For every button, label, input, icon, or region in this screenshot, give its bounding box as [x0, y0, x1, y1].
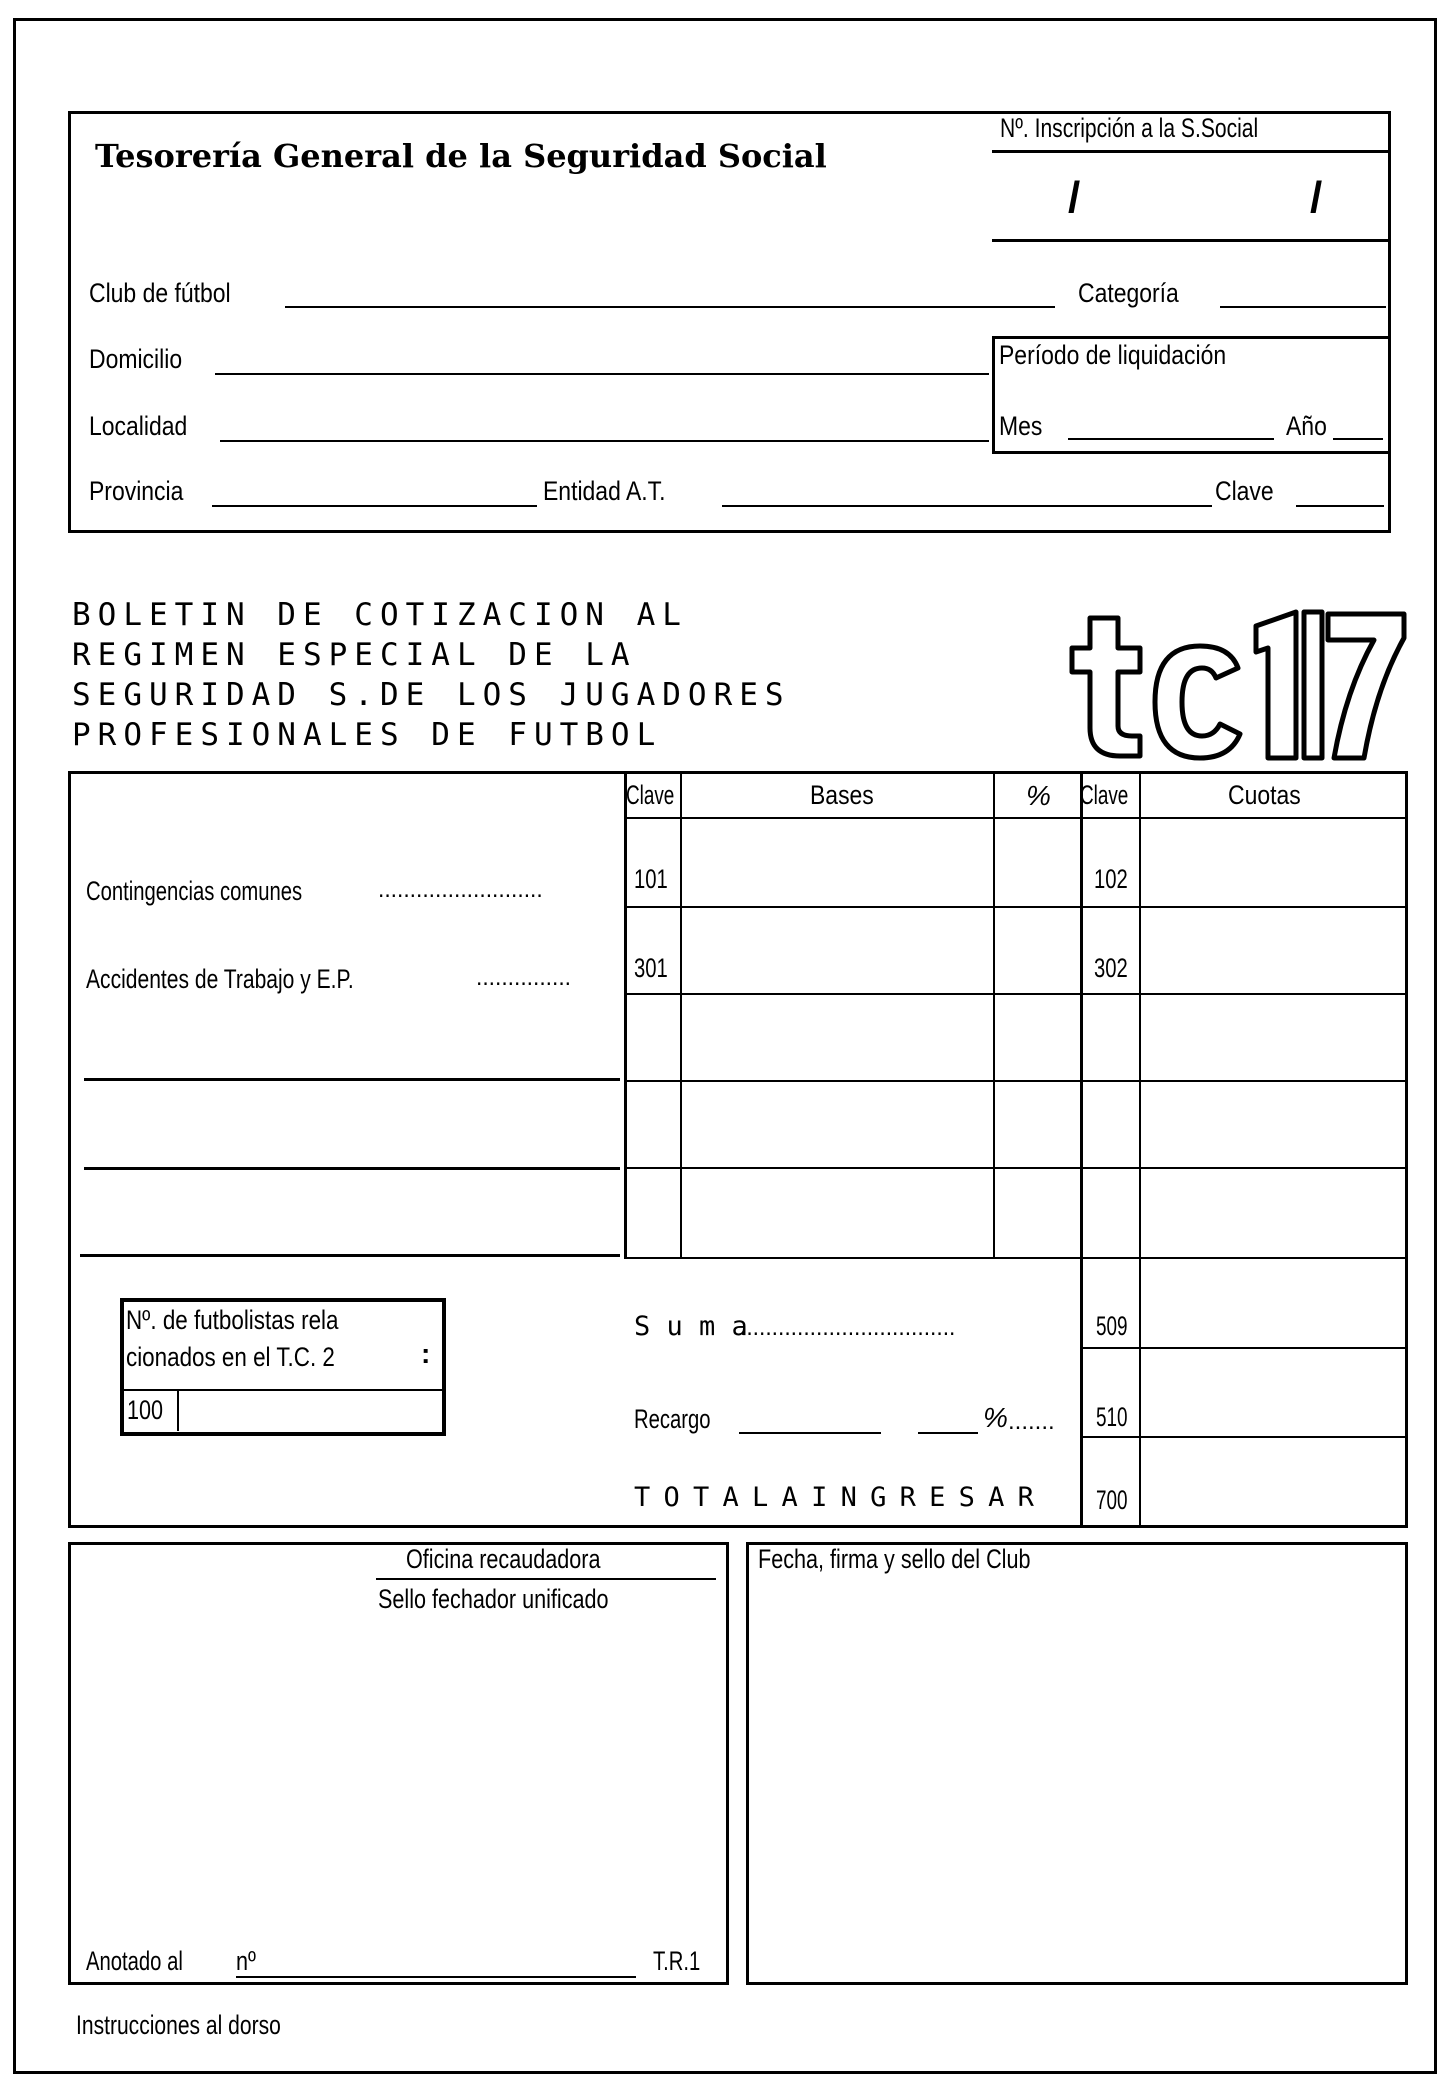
provincia-label: Provincia: [89, 476, 184, 506]
recargo-pct-field[interactable]: [918, 1432, 978, 1434]
futbolistas-label-1: Nº. de futbolistas rela: [126, 1305, 339, 1335]
suma-rule: [1080, 1347, 1408, 1349]
boletin-line-4: PROFESIONALES DE FUTBOL: [72, 717, 663, 753]
suma-leader-dots: ..................................: [740, 1314, 956, 1341]
entidad-label: Entidad A.T.: [543, 476, 666, 506]
col-pct-header: %: [1026, 780, 1051, 811]
recargo-pct-sign: %: [983, 1402, 1008, 1433]
periodo-label: Período de liquidación: [999, 340, 1227, 370]
categoria-field[interactable]: [1220, 306, 1386, 308]
col-divider-clave2: [1080, 771, 1083, 1528]
boletin-line-2: REGIMEN ESPECIAL DE LA: [72, 637, 637, 673]
tr-label: T.R.1: [653, 1946, 701, 1976]
row-leader-dots: ...............: [476, 964, 572, 991]
clave-label: Clave: [1215, 476, 1274, 506]
inscripcion-slash-2: /: [1310, 173, 1323, 222]
suma-code: 509: [1096, 1311, 1128, 1341]
blank-row-line[interactable]: [84, 1167, 620, 1170]
clave-field[interactable]: [1296, 505, 1384, 507]
col-cuotas-header: Cuotas: [1228, 780, 1301, 810]
row-code-cuotas: 302: [1094, 953, 1128, 983]
futbolistas-input[interactable]: [180, 1392, 438, 1430]
blank-row-line[interactable]: [84, 1078, 620, 1081]
boletin-line-1: BOLETIN DE COTIZACION AL: [72, 597, 688, 633]
futbolistas-rule: [124, 1389, 442, 1391]
col-bases-header: Bases: [810, 780, 874, 810]
inscripcion-slash-1: /: [1068, 173, 1081, 222]
mes-label: Mes: [999, 411, 1043, 441]
recargo-amount-field[interactable]: [739, 1432, 881, 1434]
tc17-logo: [1060, 608, 1410, 763]
localidad-field[interactable]: [220, 440, 989, 442]
row-code-cuotas: 102: [1094, 864, 1128, 894]
recargo-rule: [1080, 1436, 1408, 1438]
row-rule: [624, 1167, 1408, 1169]
instrucciones-text: Instrucciones al dorso: [76, 2010, 281, 2040]
fecha-firma-box: [746, 1542, 1408, 1985]
inscripcion-label: Nº. Inscripción a la S.Social: [1000, 113, 1259, 143]
col-divider-bases: [680, 771, 682, 1257]
recargo-label: Recargo: [634, 1404, 711, 1434]
categoria-label: Categoría: [1078, 278, 1179, 308]
col-clave1-header: Clave: [626, 780, 675, 810]
row-rule: [624, 1080, 1408, 1082]
recargo-leader-dots: .......: [1008, 1408, 1055, 1435]
blank-row-line[interactable]: [80, 1254, 620, 1257]
mes-field[interactable]: [1068, 438, 1274, 440]
anio-field[interactable]: [1333, 438, 1383, 440]
domicilio-field[interactable]: [215, 373, 989, 375]
localidad-label: Localidad: [89, 411, 188, 441]
recargo-code: 510: [1096, 1402, 1128, 1432]
domicilio-label: Domicilio: [89, 344, 183, 374]
row-label: Contingencias comunes: [86, 876, 303, 906]
anotado-label: Anotado al: [86, 1946, 183, 1976]
suma-label: S u m a: [634, 1311, 748, 1342]
fecha-label: Fecha, firma y sello del Club: [758, 1544, 1031, 1574]
sello-label: Sello fechador unificado: [378, 1584, 609, 1614]
boletin-line-3: SEGURIDAD S.DE LOS JUGADORES: [72, 677, 791, 713]
anotado-no: nº: [236, 1946, 256, 1976]
anotado-field[interactable]: [236, 1976, 636, 1978]
row-label: Accidentes de Trabajo y E.P.: [86, 964, 354, 994]
row-rule: [624, 993, 1408, 995]
club-label: Club de fútbol: [89, 278, 231, 308]
row-leader-dots: ..........................: [378, 876, 543, 903]
col-divider-cuotas: [1139, 771, 1141, 1528]
total-code: 700: [1096, 1485, 1128, 1515]
oficina-rule: [376, 1578, 716, 1580]
futbolistas-code: 100: [127, 1395, 164, 1425]
futbolistas-colon: :: [421, 1338, 431, 1369]
row-code-bases: 101: [634, 864, 668, 894]
provincia-field[interactable]: [212, 505, 537, 507]
col-divider-clave1: [624, 771, 627, 1257]
col-clave2-header: Clave: [1080, 780, 1129, 810]
row-code-bases: 301: [634, 953, 668, 983]
futbolistas-label-2: cionados en el T.C. 2: [126, 1342, 335, 1372]
row-rule: [624, 906, 1408, 908]
col-divider-pct: [993, 771, 995, 1257]
club-field[interactable]: [285, 306, 1055, 308]
oficina-label: Oficina recaudadora: [406, 1544, 601, 1574]
total-label: T O T A L A I N G R E S A R: [634, 1482, 1033, 1513]
row-rule: [624, 1257, 1408, 1259]
futbolistas-divider: [177, 1391, 179, 1431]
inscripcion-rule-bottom: [992, 239, 1389, 242]
table-header-rule: [624, 817, 1408, 819]
org-title: Tesorería General de la Seguridad Social: [95, 137, 827, 175]
inscripcion-rule-top: [992, 150, 1389, 153]
entidad-field[interactable]: [722, 505, 1212, 507]
anio-label: Año: [1286, 411, 1327, 441]
